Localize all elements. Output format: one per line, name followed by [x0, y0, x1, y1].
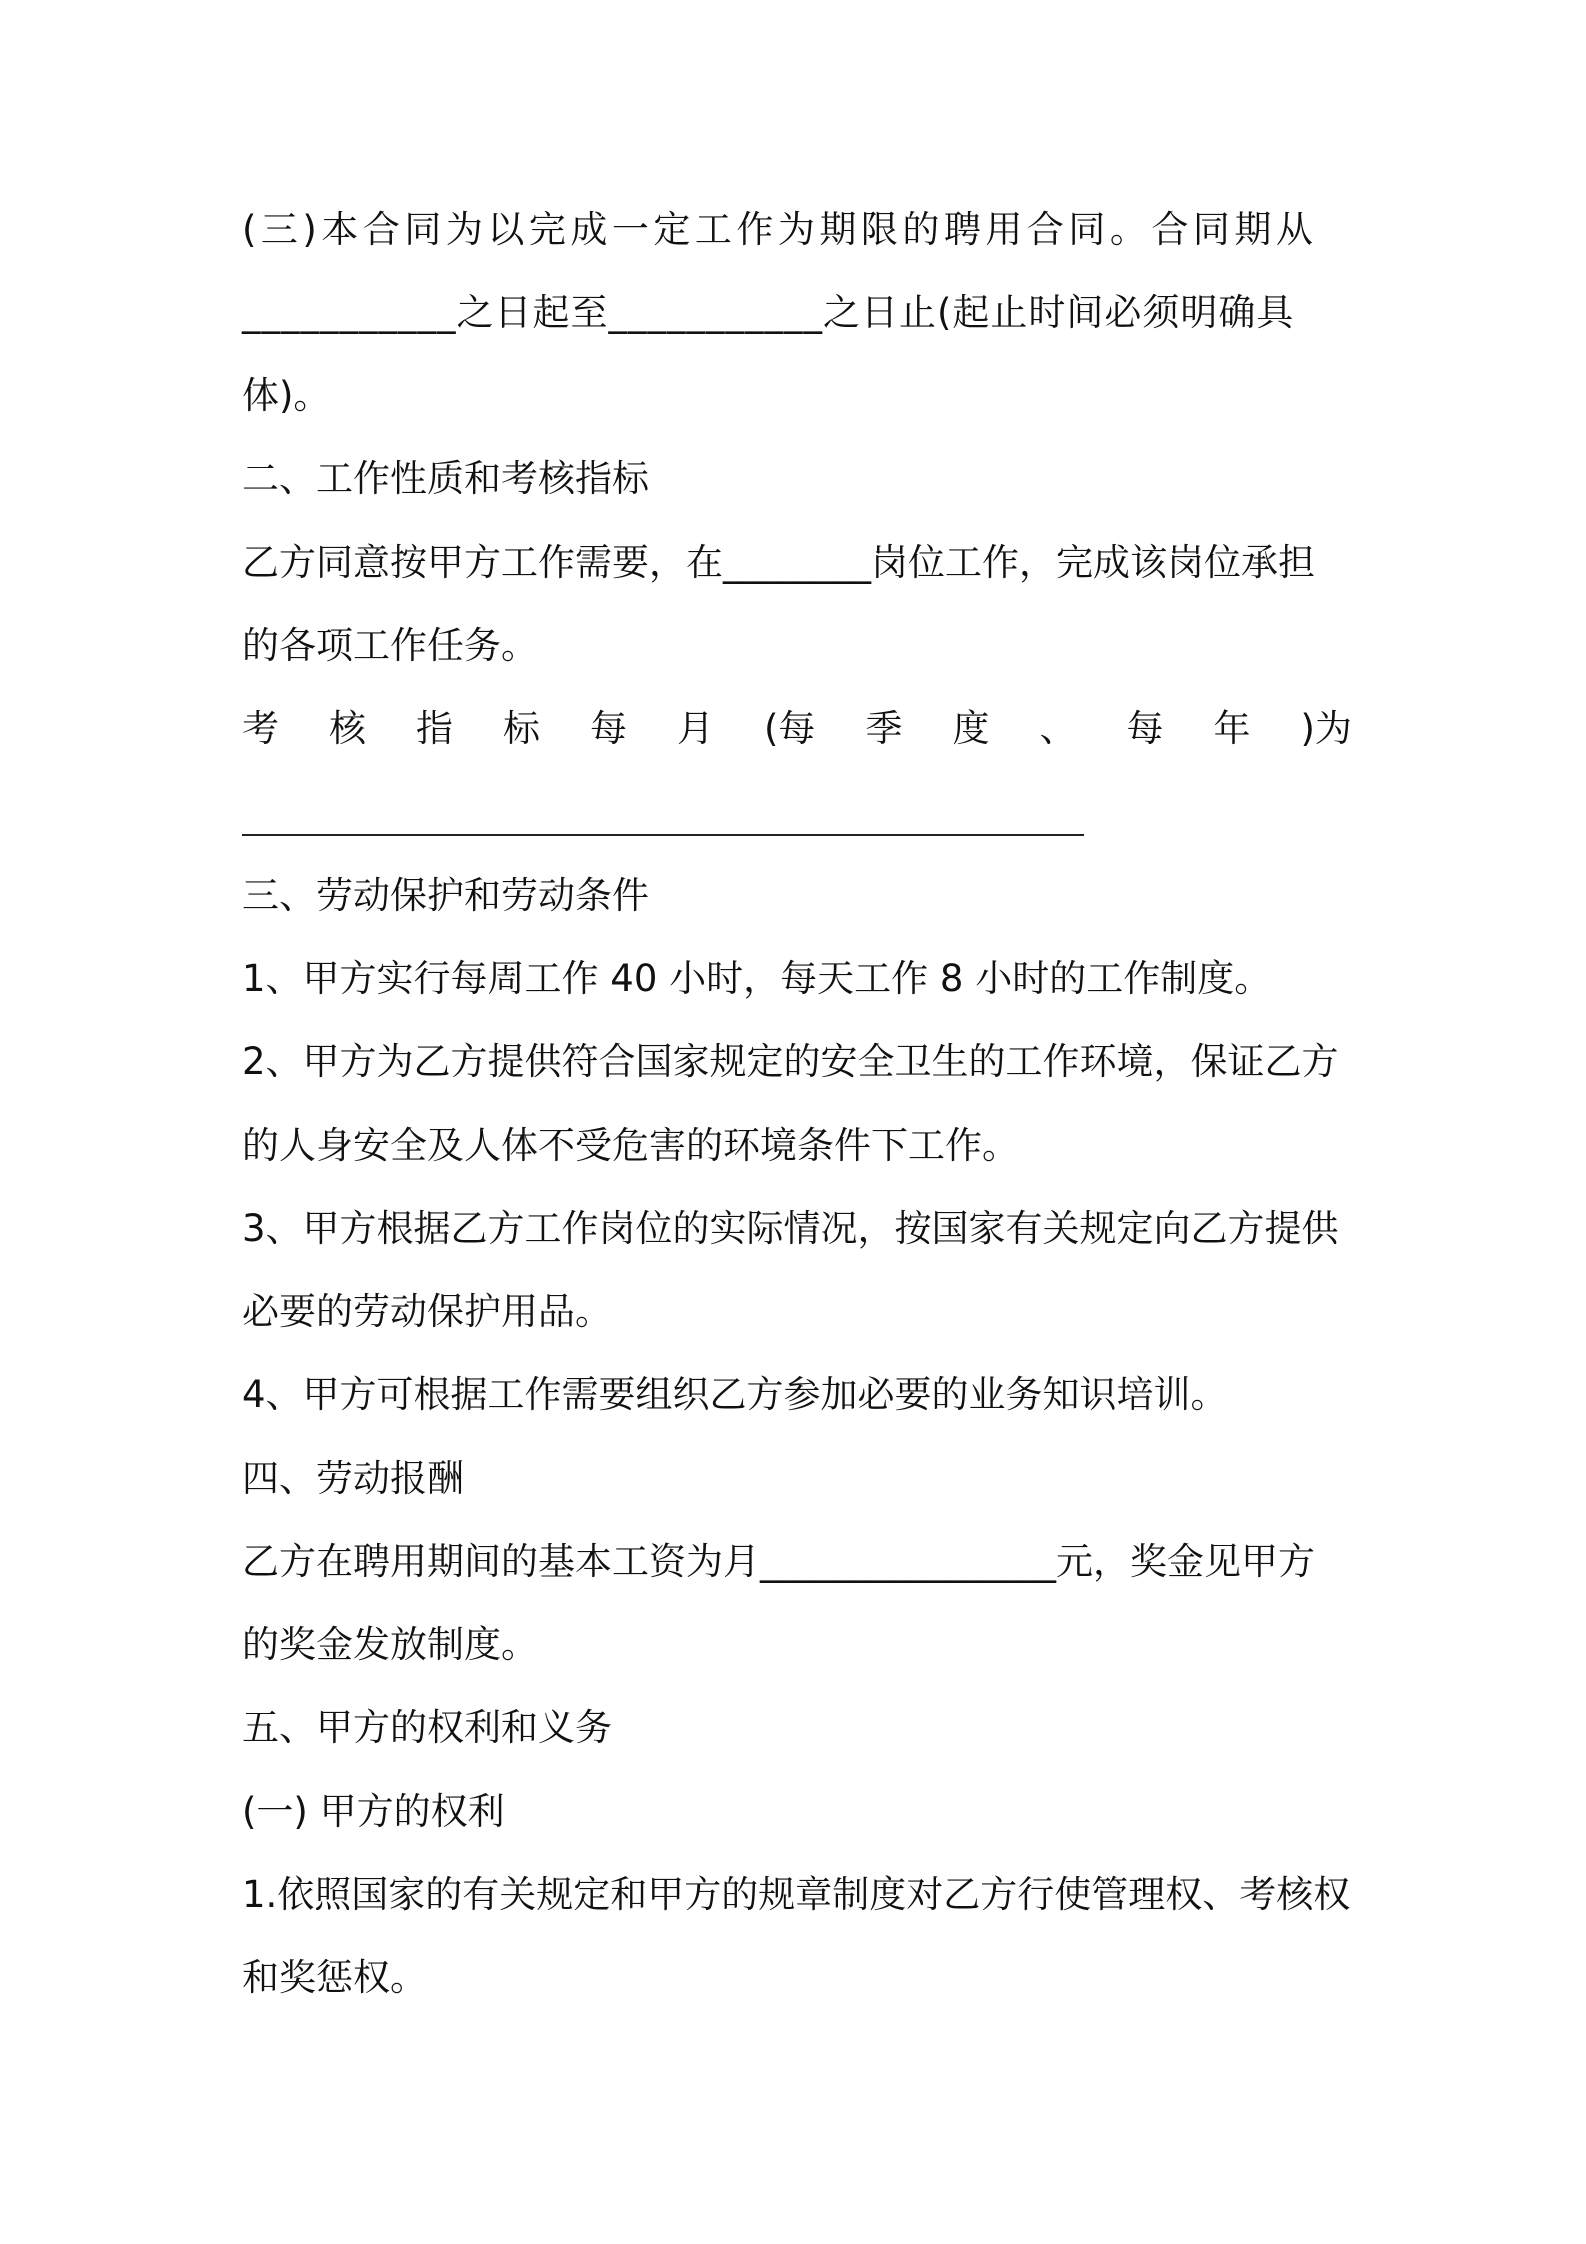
clause-3-contract-term: (三)本合同为以完成一定工作为期限的聘用合同。合同期从: [242, 208, 1318, 251]
assessment-char: 季: [865, 707, 903, 750]
section-5-heading: 五、甲方的权利和义务: [242, 1706, 612, 1749]
salary-clause-cont: 的奖金发放制度。: [242, 1623, 538, 1666]
assessment-char: 标: [503, 707, 540, 750]
rights-item-1-cont: 和奖惩权。: [242, 1956, 427, 1999]
assessment-char: 指: [416, 707, 453, 750]
assessment-char: 年: [1213, 707, 1251, 750]
assessment-char: 每: [590, 707, 627, 750]
assessment-char: 考: [242, 707, 279, 750]
assessment-char: 度: [952, 707, 990, 750]
assessment-blank-rule: [242, 834, 1084, 836]
assessment-char: (每: [764, 707, 816, 750]
item-4-training: 4、甲方可根据工作需要组织乙方参加必要的业务知识培训。: [242, 1373, 1228, 1416]
contract-period-blanks: ___________之日起至___________之日止(起止时间必须明确具: [242, 291, 1295, 334]
contract-period-end: 体)。: [242, 374, 331, 417]
item-3-protection: 3、甲方根据乙方工作岗位的实际情况，按国家有关规定向乙方提供: [242, 1207, 1339, 1250]
assessment-char: )为: [1300, 707, 1352, 750]
position-clause-cont: 的各项工作任务。: [242, 624, 538, 667]
item-1-working-hours: 1、甲方实行每周工作 40 小时，每天工作 8 小时的工作制度。: [242, 957, 1272, 1000]
assessment-char: 每: [1126, 707, 1164, 750]
position-clause: 乙方同意按甲方工作需要，在________岗位工作，完成该岗位承担: [242, 541, 1315, 584]
assessment-char: 核: [329, 707, 366, 750]
subsection-1-heading: (一) 甲方的权利: [242, 1790, 505, 1833]
rights-item-1: 1.依照国家的有关规定和甲方的规章制度对乙方行使管理权、考核权: [242, 1873, 1351, 1916]
assessment-char: 月: [677, 707, 714, 750]
section-3-heading: 三、劳动保护和劳动条件: [242, 874, 649, 917]
section-2-heading: 二、工作性质和考核指标: [242, 457, 649, 500]
item-2-environment-cont: 的人身安全及人体不受危害的环境条件下工作。: [242, 1124, 1019, 1167]
assessment-line: [242, 699, 1352, 759]
assessment-char: 、: [1039, 707, 1077, 750]
item-2-environment: 2、甲方为乙方提供符合国家规定的安全卫生的工作环境，保证乙方: [242, 1040, 1339, 1083]
section-4-heading: 四、劳动报酬: [242, 1457, 464, 1500]
item-3-protection-cont: 必要的劳动保护用品。: [242, 1290, 612, 1333]
salary-clause: 乙方在聘用期间的基本工资为月________________元，奖金见甲方: [242, 1540, 1315, 1583]
